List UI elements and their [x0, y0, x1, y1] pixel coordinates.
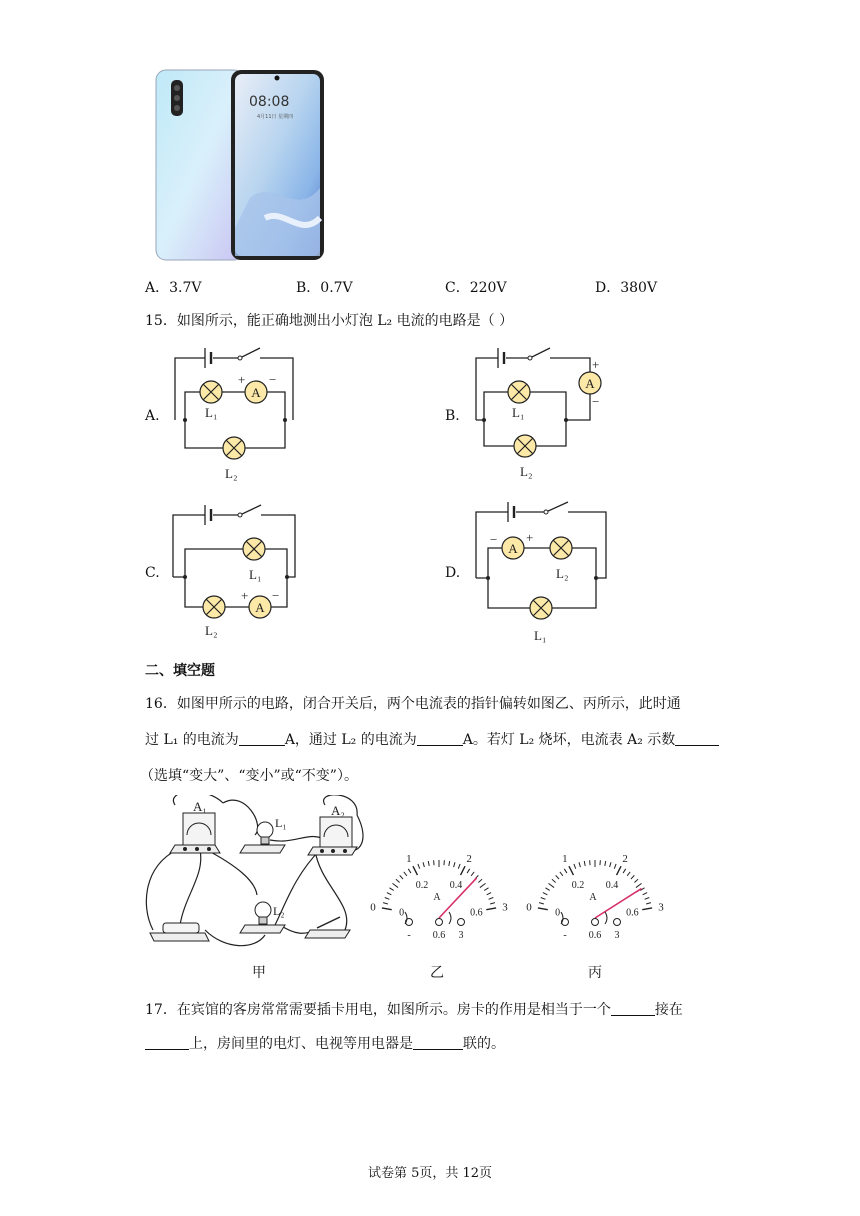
phone-date: 4月11日 星期四 — [257, 114, 294, 120]
dial-tick — [627, 872, 630, 876]
section-title: 二、填空题 — [145, 663, 215, 679]
minus-sign: − — [272, 588, 280, 603]
dial-top-label: 0 — [370, 901, 376, 914]
q17-text: 17．在宾馆的客房常常需要插卡用电，如图所示。房卡的作用是相当于一个 — [145, 1002, 611, 1018]
dial-tick — [418, 864, 420, 869]
q15-label-a: A. — [145, 408, 160, 424]
phone-image — [155, 68, 325, 262]
dial-tick — [642, 908, 652, 910]
q17-text: 上，房间里的电灯、电视等用电器是 — [189, 1036, 413, 1052]
wire — [605, 912, 607, 924]
dial-tick — [454, 862, 455, 867]
dial-tick — [646, 903, 651, 904]
plus-sign: + — [241, 588, 249, 603]
q17-line1 — [145, 999, 683, 1019]
q17-line2 — [145, 1033, 505, 1053]
dial-tick — [569, 866, 573, 875]
dial-tick — [383, 903, 388, 904]
l1-label: L₁ — [249, 567, 262, 582]
dial-bottom-label: 0 — [399, 907, 405, 919]
terminal-icon — [458, 919, 465, 926]
dial-tick — [614, 864, 616, 869]
dial-tick — [560, 872, 563, 876]
q14-option-c: C．220V — [445, 280, 507, 296]
q17-text: 联的。 — [463, 1036, 505, 1052]
circuit-d — [468, 492, 618, 652]
terminal-label: - — [563, 930, 567, 940]
circuit-b — [468, 340, 618, 485]
plus-sign: + — [592, 357, 600, 372]
q16-text: 过 L₁ 的电流为 — [145, 732, 239, 748]
bulb-icon — [243, 538, 265, 560]
dial-tick — [489, 898, 494, 900]
q15-label-c: C. — [145, 565, 160, 581]
ammeter-icon — [249, 596, 271, 618]
dial-bottom-label: 0.2 — [415, 880, 429, 892]
bulb-icon — [514, 435, 536, 457]
q16-line1: 16．如图甲所示的电路，闭合开关后，两个电流表的指针偏转如图乙、丙所示，此时通 — [145, 696, 681, 712]
q16-line2 — [145, 729, 719, 749]
a1-label: A₁ — [193, 799, 207, 814]
dial-tick — [413, 866, 417, 875]
answer-blank[interactable] — [239, 731, 285, 746]
q15-label-d: D. — [445, 565, 461, 581]
dial-tick — [552, 879, 556, 882]
dial-tick — [471, 872, 474, 876]
terminal-label: - — [407, 930, 411, 940]
plus-sign: + — [238, 372, 246, 387]
dial-bottom-label: 0.6 — [470, 907, 483, 919]
ammeter-symbol: A — [508, 541, 518, 556]
dial-tick — [617, 866, 621, 875]
dial-unit: A — [433, 892, 441, 903]
page-footer: 试卷第 5页，共 12页 — [367, 1166, 493, 1181]
bulb-icon — [203, 596, 225, 618]
circuit-a — [165, 340, 305, 485]
dial-tick — [623, 869, 626, 873]
minus-sign: − — [269, 372, 277, 387]
terminal-label: 0.6 — [588, 930, 602, 940]
answer-blank[interactable] — [611, 1001, 655, 1016]
dial-tick — [461, 866, 465, 875]
l1-label: L₁ — [275, 816, 287, 830]
minus-sign: − — [592, 394, 600, 409]
dial-tick — [636, 883, 642, 887]
answer-blank[interactable] — [413, 1035, 463, 1050]
q14-option-d: D．380V — [595, 280, 658, 296]
switch-icon — [305, 917, 350, 938]
q16-text: A，通过 L₂ 的电流为 — [284, 732, 417, 748]
plus-sign: + — [526, 530, 534, 545]
dial-tick — [605, 861, 606, 866]
ammeter-symbol: A — [585, 376, 595, 391]
dial-tick — [389, 888, 393, 891]
terminal-icon — [614, 919, 621, 926]
dial-tick — [484, 888, 488, 891]
dial-tick — [610, 862, 611, 867]
dial-unit: A — [589, 892, 597, 903]
dial-tick — [538, 908, 548, 910]
ammeter-dial-yi — [362, 830, 517, 940]
dial-top-label: 1 — [406, 853, 412, 866]
ammeter-icon — [502, 537, 524, 559]
dial-bottom-label: 0 — [555, 907, 561, 919]
ammeter-symbol: A — [251, 385, 261, 400]
dial-tick — [545, 888, 549, 891]
bulb-icon — [530, 597, 552, 619]
dial-tick — [574, 864, 576, 869]
l2-label: L₂ — [520, 464, 533, 479]
dial-tick — [458, 864, 460, 869]
bulb-icon — [508, 381, 530, 403]
dial-tick — [541, 898, 546, 900]
wire — [449, 912, 451, 924]
answer-blank[interactable] — [145, 1035, 189, 1050]
dial-tick — [645, 898, 650, 900]
l1-label: L₁ — [512, 405, 525, 420]
dial-tick — [486, 908, 496, 910]
dial-tick — [584, 861, 585, 866]
dial-tick — [428, 861, 429, 866]
q17-text: 接在 — [654, 1002, 683, 1018]
bulb-icon — [223, 437, 245, 459]
dial-top-label: 3 — [502, 901, 508, 914]
ammeter-icon — [245, 381, 267, 403]
l2-label: L₂ — [556, 566, 569, 581]
circuit-c — [165, 497, 305, 642]
dial-tick — [631, 875, 634, 879]
dial-tick — [408, 869, 411, 873]
dial-top-label: 2 — [466, 853, 472, 866]
q16-text: A。若灯 L₂ 烧坏，电流表 A₂ 示数 — [462, 732, 676, 748]
terminal-label: 3 — [614, 930, 620, 940]
answer-blank[interactable] — [675, 731, 719, 746]
battery-icon — [150, 923, 209, 941]
ammeter-symbol: A — [255, 600, 265, 615]
bulb-icon — [200, 381, 222, 403]
dial-tick — [487, 893, 491, 895]
dial-bottom-label: 0.2 — [571, 880, 585, 892]
dial-tick — [579, 862, 580, 867]
dial-top-label: 0 — [526, 901, 532, 914]
dial-bottom-label: 0.6 — [626, 907, 639, 919]
dial-tick — [467, 869, 470, 873]
a2-label: A₂ — [331, 803, 345, 818]
bulb-icon — [550, 537, 572, 559]
ammeter-icon — [579, 372, 601, 394]
dial-tick — [643, 893, 647, 895]
dial-tick — [634, 879, 638, 882]
q15-stem: 15．如图所示，能正确地测出小灯泡 L₂ 电流的电路是（ ） — [145, 313, 514, 329]
dial-tick — [423, 862, 424, 867]
dial-tick — [564, 869, 567, 873]
dial-tick — [543, 893, 547, 895]
l1-label: L₁ — [205, 405, 218, 420]
terminal-label: 3 — [458, 930, 464, 940]
ammeter-dial-bing — [518, 830, 673, 940]
caption-jia: 甲 — [252, 965, 266, 981]
q16-line3: （选填“变大”、“变小”或“不变”）。 — [140, 768, 358, 784]
dial-tick — [539, 903, 544, 904]
dial-tick — [556, 875, 559, 879]
l1-label: L₁ — [534, 628, 547, 643]
dial-tick — [478, 879, 482, 882]
dial-tick — [404, 872, 407, 876]
terminal-icon — [592, 919, 599, 926]
dial-tick — [385, 898, 390, 900]
l2-label: L₂ — [205, 623, 218, 638]
caption-bing: 丙 — [588, 965, 602, 981]
l2-label: L₂ — [273, 904, 285, 918]
minus-sign: − — [490, 532, 498, 547]
q15-label-b: B. — [445, 408, 460, 424]
dial-tick — [490, 903, 495, 904]
caption-yi: 乙 — [430, 965, 444, 981]
answer-blank[interactable] — [417, 731, 463, 746]
ammeter-a1-icon — [170, 813, 220, 853]
phone-clock: 08:08 — [249, 94, 290, 110]
terminal-icon — [436, 919, 443, 926]
dial-tick — [382, 908, 392, 910]
l2-label: L₂ — [225, 466, 238, 481]
dial-top-label: 2 — [622, 853, 628, 866]
dial-tick — [548, 883, 554, 887]
dial-tick — [396, 879, 400, 882]
dial-tick — [400, 875, 403, 879]
dial-tick — [392, 883, 398, 887]
dial-tick — [480, 883, 486, 887]
dial-bottom-label: 0.4 — [449, 880, 463, 892]
dial-tick — [387, 893, 391, 895]
dial-tick — [449, 861, 450, 866]
terminal-label: 0.6 — [432, 930, 446, 940]
dial-top-label: 1 — [562, 853, 568, 866]
q14-option-b: B．0.7V — [296, 280, 353, 296]
q14-option-a: A．3.7V — [145, 280, 202, 296]
dial-bottom-label: 0.4 — [605, 880, 619, 892]
dial-top-label: 3 — [658, 901, 664, 914]
circuit-photo-jia — [145, 795, 370, 950]
